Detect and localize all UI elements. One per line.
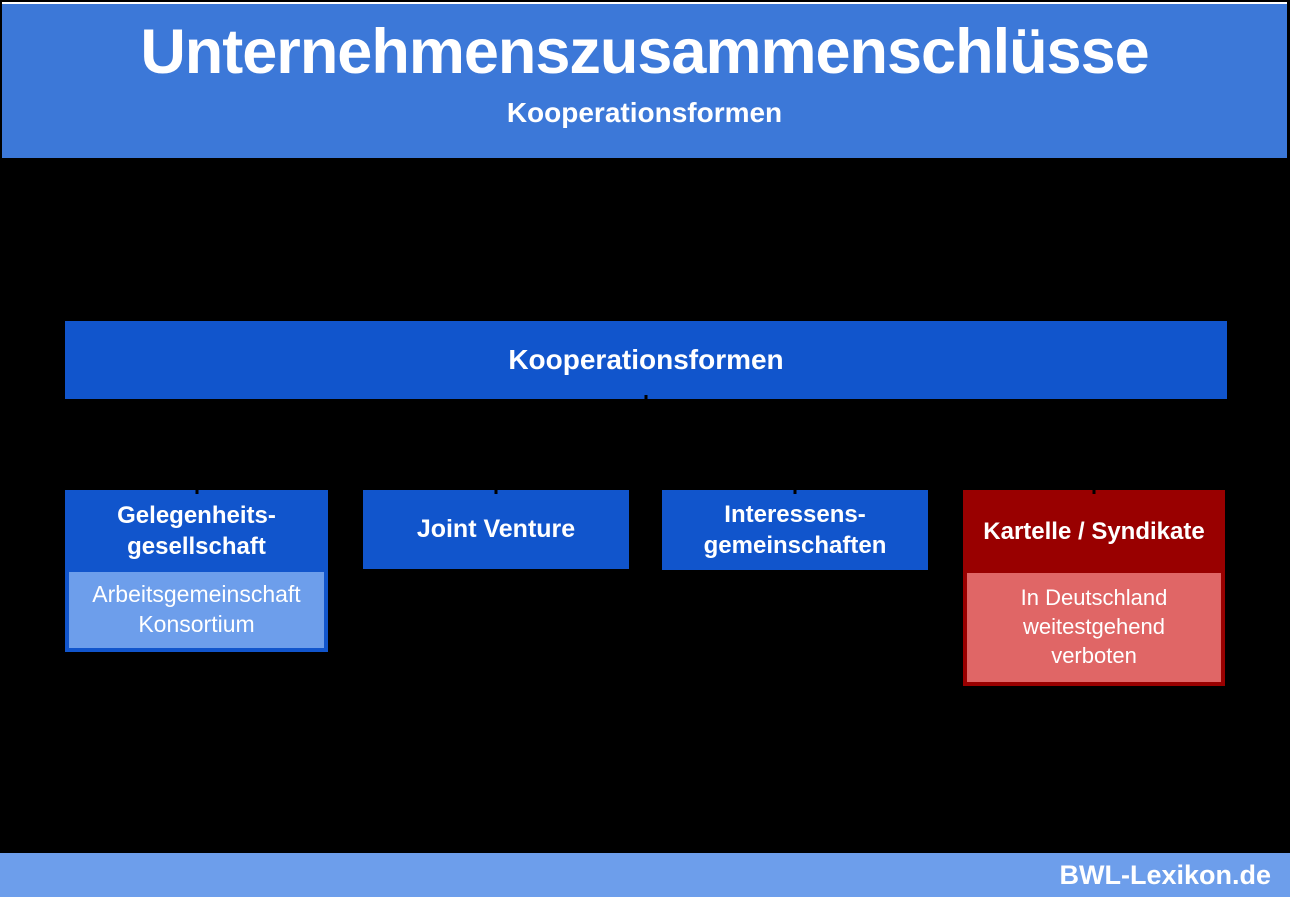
sub-node-line: Arbeitsgemeinschaft [92, 581, 301, 607]
node-title [363, 490, 629, 569]
node-joint-venture [363, 490, 629, 569]
connector-notch [195, 487, 198, 494]
node-label-line: Kartelle / Syndikate [983, 518, 1205, 545]
connector-notch [495, 487, 498, 494]
sub-node-line: Konsortium [138, 611, 255, 637]
header-banner [2, 2, 1287, 158]
sub-node-verbot-hinweis [967, 573, 1221, 682]
node-label-line: Interessens- [724, 501, 866, 528]
root-node-label: Kooperationsformen [508, 344, 784, 375]
node-label-line: Gelegenheits- [117, 502, 276, 529]
sub-node-line: verboten [1051, 643, 1137, 668]
sub-node-arbeitsgemeinschaft-konsortium [69, 572, 324, 648]
connector-notch [794, 487, 797, 494]
node-kartelle-syndikate [963, 490, 1225, 686]
connector-notch [1093, 487, 1096, 494]
footer-bar [0, 853, 1290, 900]
footer-brand: BWL-Lexikon.de [1059, 860, 1271, 890]
node-label-line: gesellschaft [127, 533, 266, 560]
root-node-kooperationsformen [65, 321, 1227, 399]
node-label-line: gemeinschaften [703, 532, 887, 559]
connector-notch [645, 395, 648, 402]
node-title [65, 490, 328, 572]
page-subtitle: Kooperationsformen [506, 97, 783, 129]
node-interessensgemeinschaften [662, 490, 928, 570]
node-label-line: Joint Venture [416, 515, 576, 543]
node-title [662, 490, 928, 570]
node-title [963, 490, 1225, 573]
page-title: Unternehmenszusammenschlüsse [140, 17, 1149, 87]
sub-node-line: weitestgehend [1023, 614, 1165, 639]
sub-node-line: In Deutschland [1020, 585, 1168, 610]
node-gelegenheitsgesellschaft [65, 490, 328, 652]
